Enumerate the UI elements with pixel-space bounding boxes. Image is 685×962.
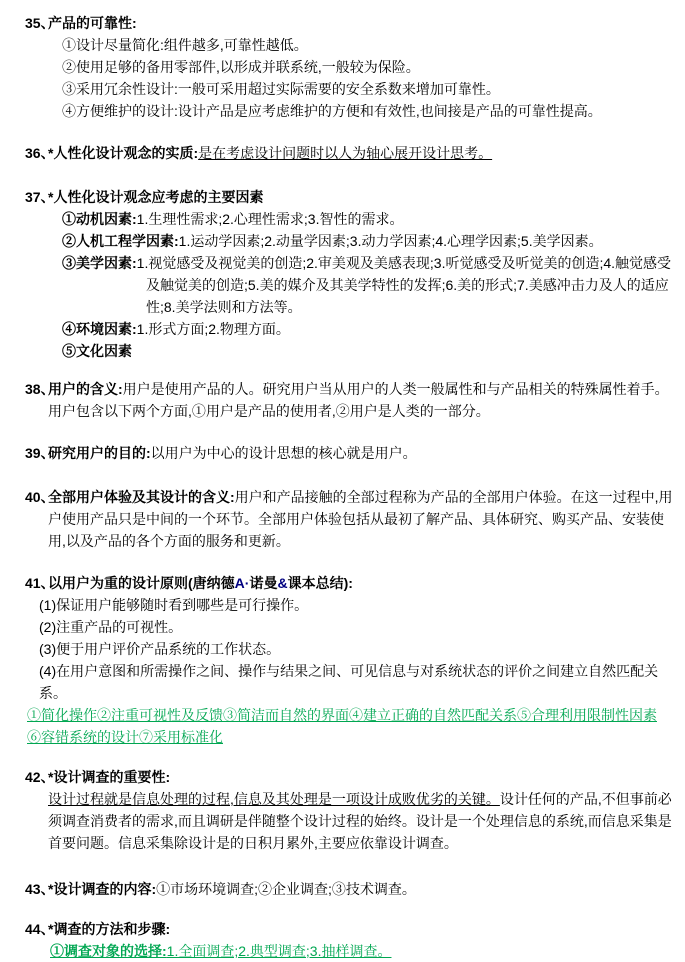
green-summary-line: ①简化操作②注重可视性及反馈③简洁而自然的界面④建立正确的自然匹配关系⑤合理利用限制性因素: [27, 707, 657, 723]
sub-label: ①动机因素:: [62, 211, 137, 227]
green-summary-line: ⑥容错系统的设计⑦采用标准化: [27, 729, 223, 745]
item-number: 39、: [25, 445, 55, 461]
underlined-text: 是在考虑设计问题时以人为轴心展开设计思考。: [198, 145, 493, 161]
title-text: 以用户为重的设计原则(唐纳德: [48, 575, 235, 591]
item-sub: [62, 340, 677, 362]
item-title: 产品的可靠性:: [48, 15, 137, 31]
item-sub: [62, 208, 677, 230]
item-sub: ①设计尽量简化:组件越多,可靠性越低。: [62, 37, 308, 53]
item-number: 43、: [25, 881, 55, 897]
item-title: 全部用户体验及其设计的含义:: [48, 489, 235, 505]
item-title: *设计调查的重要性:: [48, 769, 171, 785]
note-item-35: [0, 12, 677, 122]
note-item-41: [0, 572, 677, 748]
item-sub: [62, 230, 677, 252]
principle-line: (1)保证用户能够随时看到哪些是可行操作。: [39, 597, 309, 613]
sub-label: ③美学因素:: [62, 255, 137, 271]
sub-label: ⑤文化因素: [62, 343, 132, 359]
sub-label: ④环境因素:: [62, 321, 137, 337]
note-item-42: [0, 766, 677, 854]
title-text: 课本总结):: [287, 575, 353, 591]
item-sub: ④方便维护的设计:设计产品是应考虑维护的方便和有效性,也间接是产品的可靠性提高。: [62, 103, 602, 119]
green-method-line: [50, 940, 677, 962]
item-paragraph: [48, 878, 677, 900]
item-title: *调查的方法和步骤:: [48, 921, 171, 937]
item-number: 42、: [25, 769, 55, 785]
note-item-43: [0, 878, 677, 900]
green-text: 1.全面调查;2.典型调查;3.抽样调查。: [166, 943, 392, 959]
item-paragraph: [48, 486, 677, 552]
item-number: 40、: [25, 489, 55, 505]
item-title: [48, 572, 677, 594]
note-item-37: [0, 186, 677, 362]
paragraph-text: 用户和产品接触的全部过程称为产品的全部用户体验。在这一过程中,用户使用产品只是中间的一个环节。全部用户体验包括从最初了解产品、具体研究、购买产品、安装使用,以及产品的各个方面的服务和更新。: [48, 489, 673, 549]
note-item-44: [0, 918, 677, 962]
paragraph-text: 用户是使用产品的人。研究用户当从用户的人类一般属性和与产品相关的特殊属性着手。用户包含以下两个方面,①用户是产品的使用者,②用户是人类的一部分。: [48, 381, 669, 419]
title-text: 诺曼: [249, 575, 278, 591]
item-number: 35、: [25, 15, 55, 31]
sub-text: 1.视觉感受及视觉美的创造;2.审美观及美感表现;3.听觉感受及听觉美的创造;4.触觉感受及触觉美的创造;5.美的媒介及其美学特性的发挥;6.美的形式;7.美感冲击力及人的适应性;8.美学法则和方法等。: [136, 255, 672, 315]
principle-line: (4)在用户意图和所需操作之间、操作与结果之间、可见信息与对系统状态的评价之间建立自然匹配关系。: [39, 663, 659, 701]
paragraph-text: ①市场环境调查;②企业调查;③技术调查。: [156, 881, 416, 897]
item-number: 37、: [25, 189, 55, 205]
sub-text: 1.生理性需求;2.心理性需求;3.智性的需求。: [136, 211, 404, 227]
note-item-38: [0, 378, 677, 422]
principle-line: (3)便于用户评价产品系统的工作状态。: [39, 641, 281, 657]
item-title: 用户的含义:: [48, 381, 123, 397]
sub-text: 1.运动学因素;2.动量学因素;3.动力学因素;4.心理学因素;5.美学因素。: [178, 233, 603, 249]
underlined-text: 设计过程就是信息处理的过程,信息及其处理是一项设计成败优劣的关键。: [48, 791, 500, 807]
item-paragraph: [48, 378, 677, 422]
title-text-blue: A·: [234, 575, 250, 591]
item-sub: [62, 318, 677, 340]
sub-text: 1.形式方面;2.物理方面。: [136, 321, 290, 337]
note-item-39: [0, 442, 677, 464]
item-sub: ③采用冗余性设计:一般可采用超过实际需要的安全系数来增加可靠性。: [62, 81, 500, 97]
note-item-40: [0, 486, 677, 552]
sub-label: ②人机工程学因素:: [62, 233, 179, 249]
principle-line: (2)注重产品的可视性。: [39, 619, 183, 635]
title-text-blue: &: [277, 575, 288, 591]
item-paragraph: [48, 788, 677, 854]
item-number: 36、: [25, 145, 55, 161]
note-item-36: [0, 142, 677, 164]
item-paragraph: [48, 142, 677, 164]
item-title: *人性化设计观念应考虑的主要因素: [48, 189, 264, 205]
green-label: ①调查对象的选择:: [50, 943, 167, 959]
item-title: *设计调查的内容:: [48, 881, 157, 897]
item-paragraph: [48, 442, 677, 464]
item-sub: [62, 252, 677, 318]
paragraph-text: 设计任何的产品,不但事前必须调查消费者的需求,而且调研是伴随整个设计过程的始终。设计是一个处理信息的系统,而信息采集是首要问题。信息采集除设计是的日积月累外,主要应依靠设计调查。: [48, 791, 672, 851]
item-number: 44、: [25, 921, 55, 937]
item-number: 38、: [25, 381, 55, 397]
item-title: *人性化设计观念的实质:: [48, 145, 199, 161]
paragraph-text: 以用户为中心的设计思想的核心就是用户。: [150, 445, 417, 461]
item-sub: ②使用足够的备用零部件,以形成并联系统,一般较为保险。: [62, 59, 420, 75]
item-number: 41、: [25, 575, 55, 591]
item-title: 研究用户的目的:: [48, 445, 151, 461]
